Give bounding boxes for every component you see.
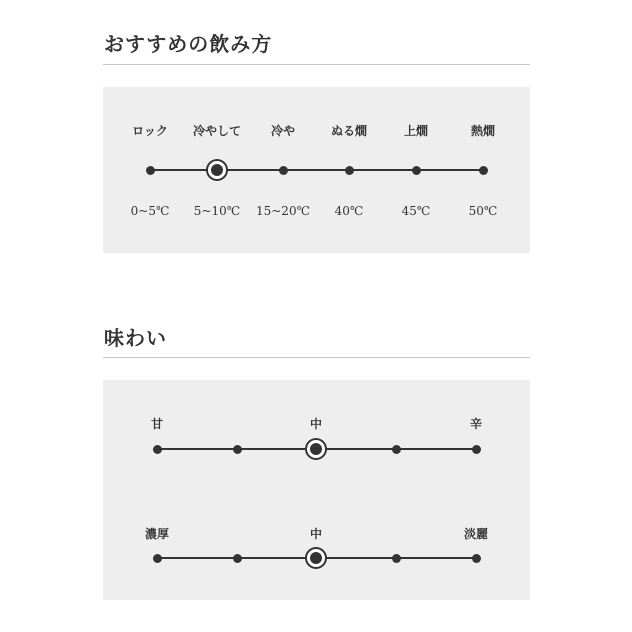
body-middle-label: 中 <box>309 527 323 541</box>
serving-option-temperature: 50℃ <box>468 204 498 218</box>
serving-option-dot <box>146 166 155 175</box>
rich-label: 濃厚 <box>144 527 170 541</box>
serving-option-temperature: 0~5℃ <box>130 204 170 218</box>
sweet-dry-step-dot <box>392 445 401 454</box>
taste-section-divider <box>103 357 530 358</box>
body-step-dot <box>392 554 401 563</box>
serving-option-temperature: 5~10℃ <box>193 204 241 218</box>
serving-section-title: おすすめの飲み方 <box>104 32 273 56</box>
sweet-dry-middle-label: 中 <box>309 417 323 431</box>
taste-section-title: 味わい <box>104 326 167 350</box>
body-step-dot <box>233 554 242 563</box>
serving-option-label: 冷や <box>270 124 296 138</box>
dry-label: 辛 <box>469 417 483 431</box>
serving-option-label: 熱燗 <box>470 124 496 138</box>
serving-option-label: 上燗 <box>403 124 429 138</box>
serving-option-label: ぬる燗 <box>330 124 368 138</box>
serving-option-label: ロック <box>132 124 168 138</box>
taste-profile-panel <box>103 380 530 600</box>
serving-temperature-panel <box>103 87 530 253</box>
serving-option-temperature: 45℃ <box>401 204 431 218</box>
serving-option-dot <box>479 166 488 175</box>
sweet-label: 甘 <box>150 417 164 431</box>
serving-option-label: 冷やして <box>192 124 242 138</box>
sweet-dry-step-dot <box>153 445 162 454</box>
serving-option-temperature: 40℃ <box>334 204 364 218</box>
serving-option-dot-selected <box>208 161 226 179</box>
serving-option-dot <box>412 166 421 175</box>
light-label: 淡麗 <box>463 527 489 541</box>
sweet-dry-step-dot-selected <box>307 440 325 458</box>
serving-option-dot <box>345 166 354 175</box>
sweet-dry-step-dot <box>233 445 242 454</box>
sweet-dry-step-dot <box>472 445 481 454</box>
serving-section-divider <box>103 64 530 65</box>
serving-option-dot <box>279 166 288 175</box>
body-step-dot <box>153 554 162 563</box>
serving-option-temperature: 15~20℃ <box>255 204 311 218</box>
body-step-dot <box>472 554 481 563</box>
serving-scale-line <box>150 169 483 171</box>
body-step-dot-selected <box>307 549 325 567</box>
